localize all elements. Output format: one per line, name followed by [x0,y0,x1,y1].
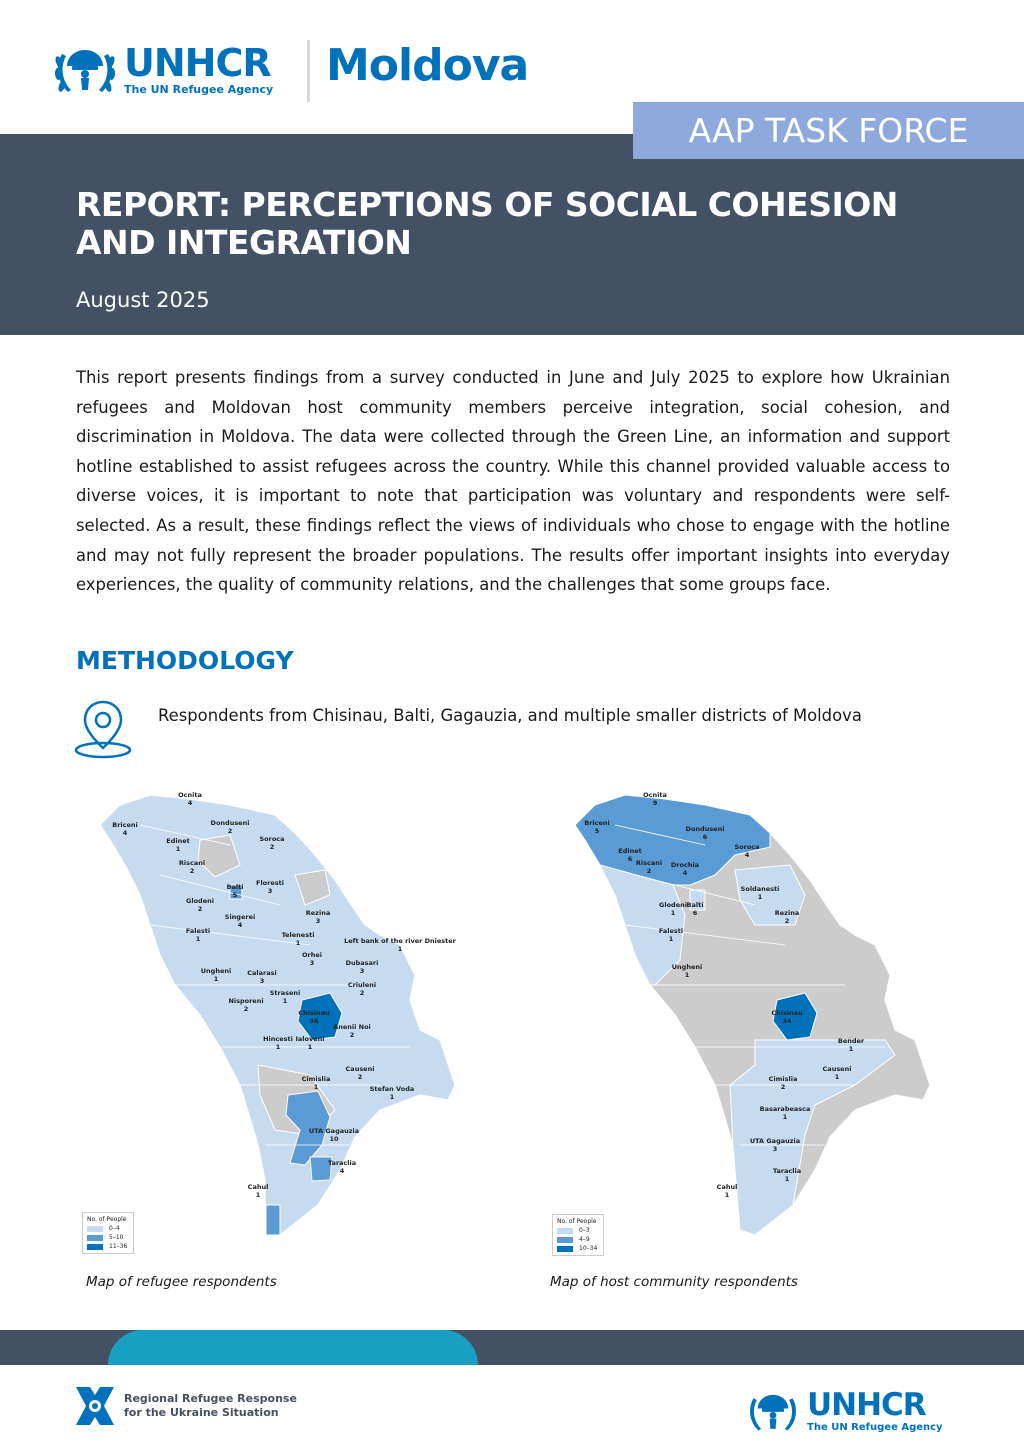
district-label [717,1183,738,1199]
intro-paragraph: This report presents findings from a survey conducted in June and July 2025 to explore how Ukrainian refugees and Moldovan host community members perceive integration, social cohesion, and discrimination in Moldova. The data were collected through the Green Line, an information and support hotline established to assist refugees across the country. While this channel provided valuable access to diverse voices, it is important to note that participation was voluntary and respondents were self-selected. As a result, these findings reflect the views of individuals who chose to engage with the hotline and may not fully represent the broader populations. The results offer important insights into everyday experiences, the quality of community relations, and the challenges that some groups face. [76,368,950,595]
legend-title: No. of People [557,1218,597,1225]
district-count: 1 [313,1083,319,1091]
moldova-outline [100,795,455,1235]
district-name: Criuleni [347,981,377,989]
district-name: Falesti [185,927,211,935]
legend-swatch [87,1235,103,1241]
district-name: Bender [837,1037,865,1045]
district-name: Ialoveni [295,1035,325,1043]
legend-swatch [557,1246,573,1252]
district-name: Rezina [305,909,331,917]
district-name: Riscani [178,859,206,867]
district-name: Soroca [259,835,285,843]
district-count: 1 [389,1093,395,1101]
district-count: 6 [692,909,698,917]
refugee-map-legend [82,1212,134,1254]
district-name: UTA Gagauzia [749,1137,801,1145]
district-count: 2 [197,905,203,913]
district-count: 4 [339,1167,345,1175]
legend-range: 0–3 [579,1227,590,1234]
district-name: Floresti [256,879,284,887]
legend-row [87,1225,129,1232]
logo-divider [307,40,310,102]
footer-unhcr-logo [745,1383,943,1439]
district-count: 3 [772,1145,778,1153]
district-name: Cimislia [768,1075,798,1083]
district-name: Soroca [734,843,760,851]
refugee-respondents-map [80,785,470,1255]
legend-swatch [557,1228,573,1234]
legend-row [557,1236,599,1243]
district-name: Balti [686,901,704,909]
district-count: 1 [782,1113,788,1121]
district-name: Calarasi [247,969,277,977]
regional-response-logo [72,1383,297,1429]
district-count: 1 [275,1043,281,1051]
district-name: Edinet [166,837,190,845]
district-count: 2 [227,827,233,835]
district-name: Taraclia [772,1167,802,1175]
district-count: 1 [757,893,763,901]
district-name: Ungheni [671,963,703,971]
refugee-map-caption: Map of refugee respondents [86,1274,277,1290]
report-title: REPORT: PERCEPTIONS OF SOCIAL COHESION AND INTEGRATION [76,185,898,262]
legend-range: 5–10 [109,1234,124,1241]
district-count: 2 [357,1073,363,1081]
district-name: Briceni [112,821,138,829]
district-name: Ocnita [178,791,202,799]
district-name: Straseni [269,989,301,997]
district-count: 1 [282,997,288,1005]
district-name: Donduseni [685,825,725,833]
district-name: Basarabeasca [759,1105,811,1113]
legend-row [87,1243,129,1250]
district-count: 1 [255,1191,261,1199]
district-count: 1 [784,1175,790,1183]
legend-row [87,1234,129,1241]
org-tagline: The UN Refugee Agency [807,1421,943,1433]
district-count: 36 [309,1017,319,1025]
country-name: Moldova [326,40,529,91]
district-name: Stefan Voda [369,1085,415,1093]
district-name: Cahul [247,1183,269,1191]
district-count: 1 [295,939,301,947]
district-count: 1 [724,1191,730,1199]
district-name: Causeni [822,1065,852,1073]
district-count: 3 [309,959,315,967]
district-name: Donduseni [210,819,250,827]
district-count: 6 [702,833,708,841]
district-count: 3 [259,977,265,985]
district-name: Taraclia [327,1159,357,1167]
host-map-legend [552,1214,604,1256]
district-count: 3 [359,967,365,975]
unhcr-laurel-icon [745,1383,801,1439]
district-name: Singerei [224,913,256,921]
legend-row [557,1245,599,1252]
legend-range: 4–9 [579,1236,590,1243]
district-name: Nisporeni [228,997,264,1005]
district-name: Ocnita [643,791,667,799]
report-date: August 2025 [76,288,210,312]
district-count: 2 [784,917,790,925]
district-count: 1 [213,975,219,983]
district-name: Glodeni [186,897,214,905]
methodology-text: Respondents from Chisinau, Balti, Gagauzia, and multiple smaller districts of Moldova [158,706,862,725]
district-name: Causeni [345,1065,375,1073]
district-name: Falesti [658,927,684,935]
district-name: Dubasari [345,959,379,967]
district-name: Ungheni [200,967,232,975]
org-name: UNHCR [124,40,271,85]
district-count: 2 [646,867,652,875]
methodology-heading: METHODOLOGY [76,646,294,675]
unhcr-logo [52,36,273,102]
district-count: 5 [594,827,600,835]
district-name: Left bank of the river Dniester [344,937,456,945]
legend-range: 11–36 [109,1243,128,1250]
legend-range: 10–34 [579,1245,598,1252]
unhcr-laurel-icon [52,36,118,102]
legend-swatch [87,1244,103,1250]
district-count: 1 [307,1043,313,1051]
district-count: 34 [782,1017,792,1025]
legend-swatch [557,1237,573,1243]
org-tagline: The UN Refugee Agency [124,82,274,96]
footer-accent-tab [108,1330,478,1365]
cahul-south-region [266,1205,280,1235]
district-name: Balti [226,883,244,891]
district-count: 4 [682,869,688,877]
district-count: 6 [627,855,633,863]
legend-range: 0–4 [109,1225,120,1232]
district-count: 1 [684,971,690,979]
regional-response-icon [72,1383,118,1429]
district-count: 2 [189,867,195,875]
location-pin-icon [72,698,134,760]
district-name: Drochia [670,861,700,869]
org-name: UNHCR [807,1386,926,1423]
district-count: 1 [848,1045,854,1053]
district-count: 4 [744,851,750,859]
district-count: 2 [243,1005,249,1013]
district-count: 2 [359,989,365,997]
district-name: Hincesti [263,1035,293,1043]
district-name: Orhei [302,951,322,959]
district-count: 1 [175,845,181,853]
partner-line-2: for the Ukraine Situation [124,1406,279,1419]
district-count: 10 [329,1135,339,1143]
legend-swatch [87,1226,103,1232]
host-respondents-map [555,785,945,1255]
district-count: 3 [315,917,321,925]
district-count: 1 [834,1073,840,1081]
district-name: Glodeni [659,901,687,909]
task-force-badge: AAP TASK FORCE [633,102,1024,159]
district-name: Cimislia [301,1075,331,1083]
district-name: Rezina [774,909,800,917]
district-name: Briceni [584,819,610,827]
district-count: 4 [237,921,243,929]
district-count: 2 [780,1083,786,1091]
district-name: Telenesti [281,931,315,939]
district-name: UTA Gagauzia [308,1127,360,1135]
district-name: Chisinau [298,1009,330,1017]
legend-title: No. of People [87,1216,127,1223]
district-count: 1 [195,935,201,943]
partner-line-1: Regional Refugee Response [124,1392,297,1405]
district-name: Edinet [618,847,642,855]
district-name: Soldanesti [740,885,780,893]
district-count: 1 [397,945,403,953]
district-count: 3 [267,887,273,895]
district-count: 9 [652,799,658,807]
district-name: Cahul [716,1183,738,1191]
district-name: Anenii Noi [333,1023,371,1031]
district-name: Riscani [635,859,663,867]
district-count: 4 [122,829,128,837]
district-count: 1 [668,935,674,943]
district-count: 1 [670,909,676,917]
legend-row [557,1227,599,1234]
district-name: Chisinau [771,1009,803,1017]
district-count: 2 [269,843,275,851]
district-count: 5 [232,891,238,899]
host-map-caption: Map of host community respondents [550,1274,798,1290]
district-count: 4 [187,799,193,807]
district-count: 2 [349,1031,355,1039]
